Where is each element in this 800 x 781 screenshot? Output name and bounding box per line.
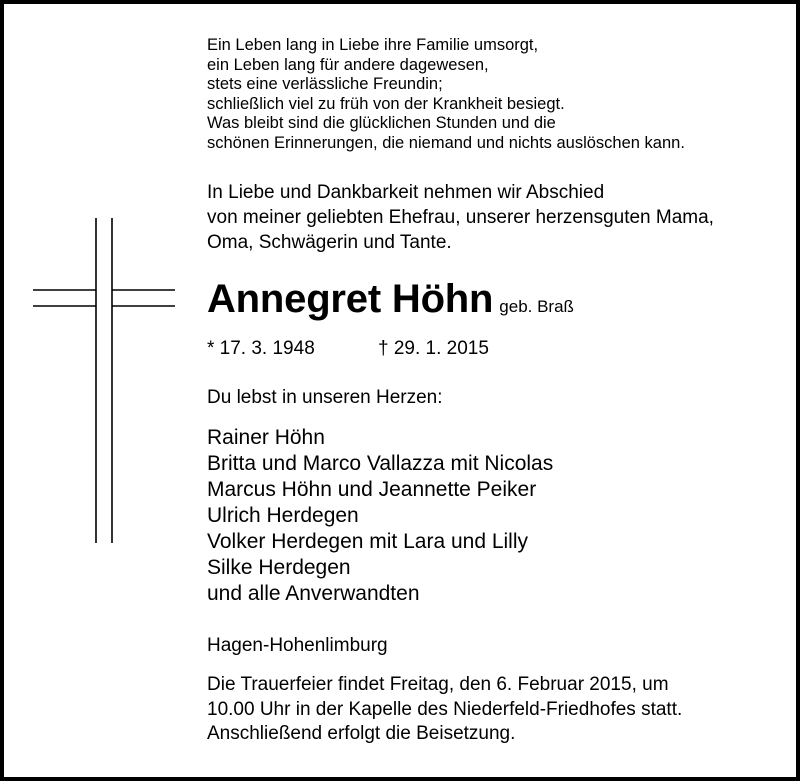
mourner-name: Silke Herdegen bbox=[207, 556, 351, 579]
heart-line: Du lebst in unseren Herzen: bbox=[207, 387, 443, 408]
mourner-name: Britta und Marco Vallazza mit Nicolas bbox=[207, 452, 554, 475]
poem-line: ein Leben lang für andere dagewesen, bbox=[207, 55, 489, 74]
mourner-name: Rainer Höhn bbox=[207, 426, 325, 449]
poem-line: schönen Erinnerungen, die niemand und nichts auslöschen kann. bbox=[207, 133, 685, 152]
place-name: Hagen-Hohenlimburg bbox=[207, 635, 388, 656]
mourner-name: Ulrich Herdegen bbox=[207, 504, 359, 527]
funeral-line: 10.00 Uhr in der Kapelle des Niederfeld-Friedhofes statt. bbox=[207, 698, 683, 720]
farewell-intro bbox=[207, 180, 714, 255]
maiden-name: geb. Braß bbox=[499, 297, 574, 316]
funeral-line: Anschließend erfolgt die Beisetzung. bbox=[207, 723, 516, 744]
birth-date: * 17. 3. 1948 bbox=[207, 338, 315, 359]
intro-line: In Liebe und Dankbarkeit nehmen wir Abschied bbox=[207, 182, 605, 203]
poem-line: schließlich viel zu früh von der Krankheit besiegt. bbox=[207, 94, 565, 113]
poem-line: Ein Leben lang in Liebe ihre Familie umsorgt, bbox=[207, 36, 539, 54]
mourner-name: Volker Herdegen mit Lara und Lilly bbox=[207, 530, 529, 553]
poem-line: stets eine verlässliche Freundin; bbox=[207, 75, 443, 94]
poem-line: Was bleibt sind die glücklichen Stunden und die bbox=[207, 114, 556, 133]
mourner-name: und alle Anverwandten bbox=[207, 582, 420, 605]
memorial-poem bbox=[207, 36, 685, 154]
funeral-notice bbox=[207, 673, 682, 747]
deceased-name-row bbox=[207, 276, 574, 322]
deceased-name: Annegret Höhn bbox=[207, 277, 494, 321]
death-date: † 29. 1. 2015 bbox=[378, 338, 489, 359]
intro-line: Oma, Schwägerin und Tante. bbox=[207, 232, 452, 253]
intro-line: von meiner geliebten Ehefrau, unserer herzensguten Mama, bbox=[207, 207, 714, 228]
mourner-name: Marcus Höhn und Jeannette Peiker bbox=[207, 478, 537, 501]
mourners-list bbox=[207, 425, 553, 607]
funeral-line: Die Trauerfeier findet Freitag, den 6. Februar 2015, um bbox=[207, 674, 669, 695]
